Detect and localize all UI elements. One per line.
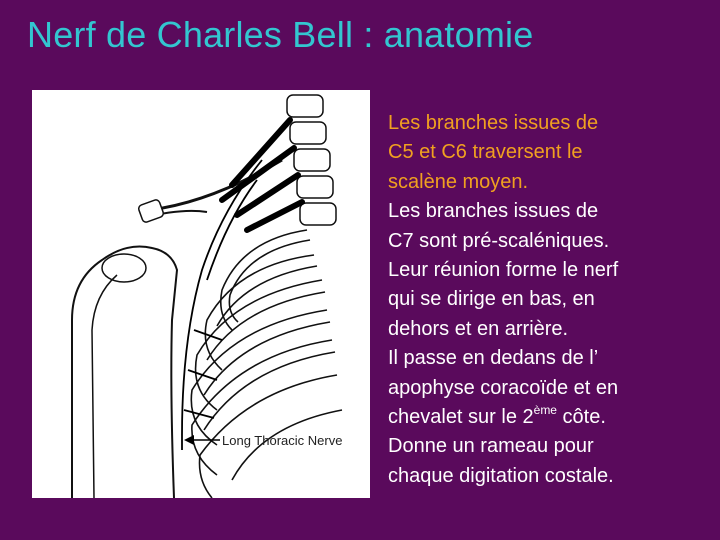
text-line: apophyse coracoïde et en: [388, 376, 619, 399]
slide-title: Nerf de Charles Bell : anatomie: [27, 14, 534, 55]
description-text: [388, 109, 708, 491]
text-line: Leur réunion forme le nerf: [388, 259, 619, 282]
chevalet-text: chevalet sur le 2: [388, 406, 534, 429]
text-line: C7 sont pré-scaléniques.: [388, 229, 610, 252]
superscript-eme: ème: [533, 403, 557, 418]
text-line: scalène moyen.: [388, 170, 529, 193]
chevalet-text-end: côte.: [556, 406, 606, 429]
text-line: C5 et C6 traversent le: [388, 141, 583, 164]
text-line: dehors et en arrière.: [388, 317, 569, 340]
anatomy-illustration: [32, 90, 370, 498]
text-line: Les branches issues de: [388, 112, 599, 134]
text-line: Il passe en dedans de l’: [388, 347, 599, 370]
nerve-label: Long Thoracic Nerve: [222, 433, 343, 448]
text-line: qui se dirige en bas, en: [388, 288, 595, 311]
text-line: chaque digitation costale.: [388, 464, 614, 487]
long-thoracic-nerve-drawing: [32, 90, 370, 498]
text-line: Les branches issues de: [388, 200, 599, 223]
text-line: Donne un rameau pour: [388, 435, 594, 458]
chevalet-line: [388, 403, 708, 432]
